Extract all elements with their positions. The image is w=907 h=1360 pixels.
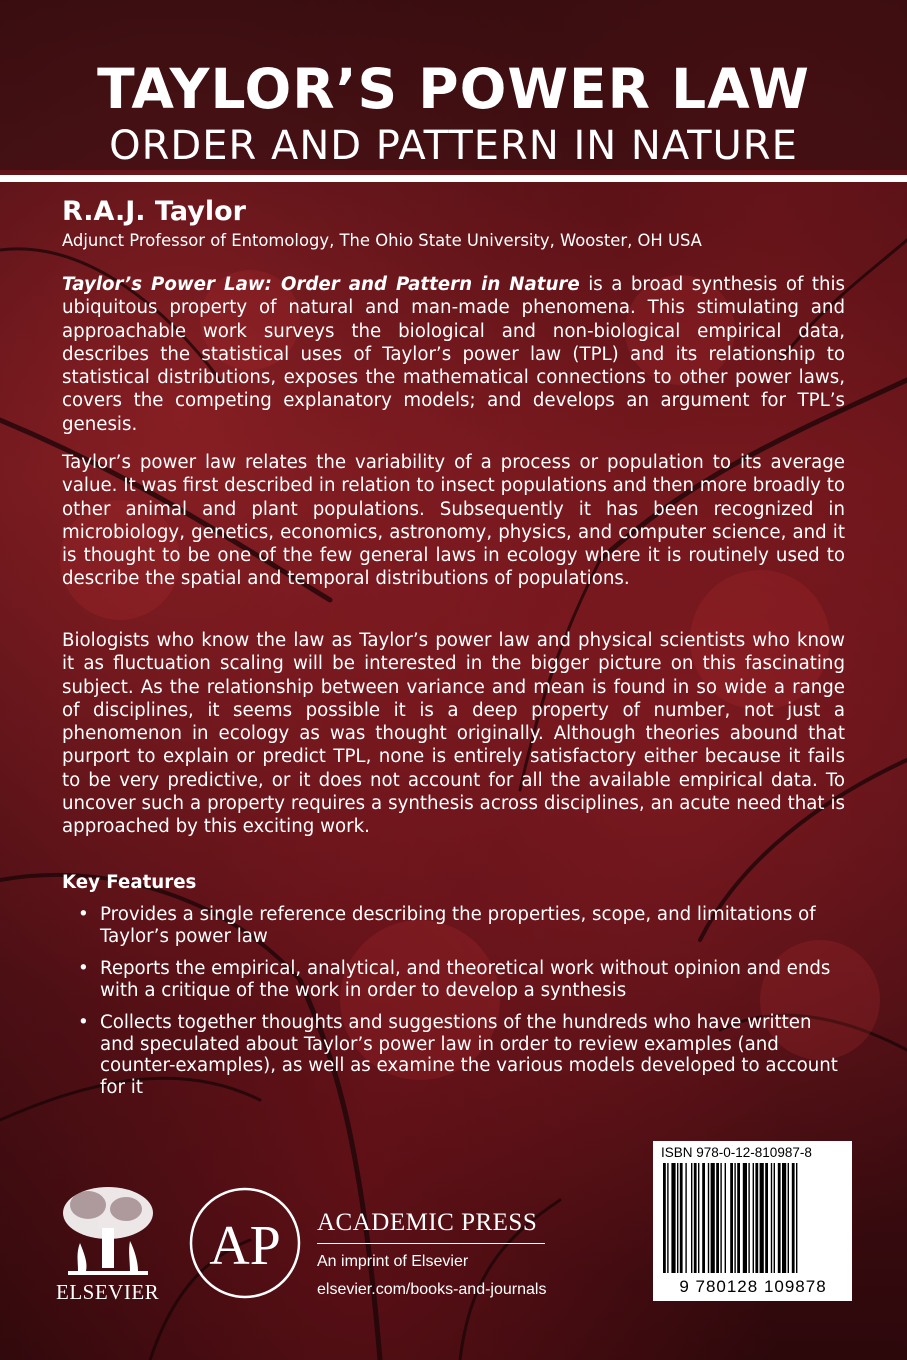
barcode-bar	[748, 1163, 749, 1273]
barcode-bar	[694, 1163, 697, 1273]
barcode-bar	[782, 1163, 786, 1273]
barcode-bar	[663, 1163, 666, 1273]
bullet-icon: •	[78, 958, 89, 979]
barcode-bar	[737, 1163, 740, 1273]
barcode-bar	[788, 1163, 789, 1273]
key-feature-item	[78, 904, 838, 947]
barcode-bar	[667, 1163, 668, 1273]
description-paragraph-2: Taylor’s power law relates the variability of a process or population to its average value. It was first described in relation to insect populations and then more broadly to other animal and plant populations. Subsequently it has been recognized in microbiology, genetics, economics, astronomy, physics, and computer science, and it is thought to be one of the few general laws in ecology where it is routinely used to describe the spatial and temporal distributions of populations.	[62, 452, 845, 590]
barcode-bar	[753, 1163, 754, 1273]
barcode-bar	[685, 1163, 686, 1273]
barcode-bar	[677, 1163, 678, 1273]
key-features-heading: Key Features	[62, 872, 197, 893]
bullet-icon: •	[78, 1012, 89, 1033]
key-feature-text: Collects together thoughts and suggestions of the hundreds who have written and speculated about Taylor’s power law in order to review examples (and counter-examples), as well as examine the various models developed to account for it	[100, 1012, 838, 1098]
ap-logo-letters: AP	[209, 1215, 281, 1277]
key-feature-text: Provides a single reference describing the properties, scope, and limitations of Taylor’s power law	[100, 904, 816, 947]
barcode-bar	[671, 1163, 675, 1273]
barcode-bar	[711, 1163, 715, 1273]
elsevier-wordmark: ELSEVIER	[56, 1280, 160, 1304]
bullet-icon: •	[78, 904, 89, 925]
publisher-divider	[317, 1243, 545, 1244]
barcode-bar	[765, 1163, 768, 1273]
barcode-bar	[702, 1163, 705, 1273]
barcode-number: 9 780128 109878	[679, 1277, 827, 1296]
barcode-bar	[760, 1163, 764, 1273]
elsevier-tree-logo-icon	[58, 1183, 158, 1278]
author-name: R.A.J. Taylor	[62, 196, 246, 227]
barcode-bar	[708, 1163, 709, 1273]
barcode-bar	[730, 1163, 733, 1273]
barcode-bar	[691, 1163, 692, 1273]
academic-press-ap-logo-icon	[188, 1186, 302, 1300]
barcode-bar	[796, 1163, 797, 1273]
description-paragraph-3: Biologists who know the law as Taylor’s power law and physical scientists who know it as fluctuation scaling will be interested in the bigger picture on this fascinating subject. As the relationship between variance and mean is found in so wide a range of disciplines, it seems possible it is a deep property of number, not just a phenomenon in ecology as was thought originally. Although theories abound that purport to explain or predict TPL, none is entirely satisfactory either because it fails to be very predictive, or it does not account for all the available empirical data. To uncover such a property requires a synthesis across disciplines, an acute need that is approached by this exciting work.	[62, 630, 845, 838]
barcode-bar	[755, 1163, 758, 1273]
publisher-url: elsevier.com/books-and-journals	[317, 1281, 547, 1298]
key-feature-item	[78, 1012, 838, 1098]
author-affiliation: Adjunct Professor of Entomology, The Ohio State University, Wooster, OH USA	[62, 231, 702, 250]
barcode-bar	[720, 1163, 721, 1273]
description-book-title: Taylor’s Power Law: Order and Pattern in Nature	[62, 274, 580, 295]
barcode-bar	[725, 1163, 726, 1273]
barcode-bar	[778, 1163, 781, 1273]
barcode-bars-icon	[661, 1163, 845, 1275]
title-divider	[0, 175, 907, 182]
book-subtitle: ORDER AND PATTERN IN NATURE	[109, 123, 798, 169]
barcode-bar	[771, 1163, 772, 1273]
barcode-bar	[680, 1163, 683, 1273]
publisher-imprint: An imprint of Elsevier	[317, 1253, 469, 1270]
isbn-label: ISBN 978-0-12-810987-8	[661, 1145, 812, 1160]
barcode-bar	[716, 1163, 719, 1273]
barcode-bar	[743, 1163, 747, 1273]
description-paragraph-1-text: is a broad synthesis of this ubiquitous property of natural and man-made phenomena. This stimulating and approachable work surveys the biological and non-biological empirical data, describes the statistical uses of Taylor’s power law (TPL) and its relationship to statistical distributions, exposes the mathematical connections to other power laws, covers the competing explanatory models; and develops an argument for TPL’s genesis.	[62, 274, 846, 435]
isbn-barcode	[653, 1141, 852, 1301]
key-features-list	[78, 904, 838, 1109]
book-title: TAYLOR’S POWER LAW	[97, 57, 810, 121]
publisher-name: ACADEMIC PRESS	[317, 1209, 538, 1236]
barcode-bar	[774, 1163, 775, 1273]
key-feature-text: Reports the empirical, analytical, and theoretical work without opinion and ends with a critique of the work in order to develop a synthesis	[100, 958, 831, 1001]
barcode-bar	[698, 1163, 699, 1273]
barcode-bar	[792, 1163, 795, 1273]
barcode-bar	[734, 1163, 735, 1273]
description-paragraph-1	[62, 273, 845, 436]
key-feature-item	[78, 958, 838, 1001]
